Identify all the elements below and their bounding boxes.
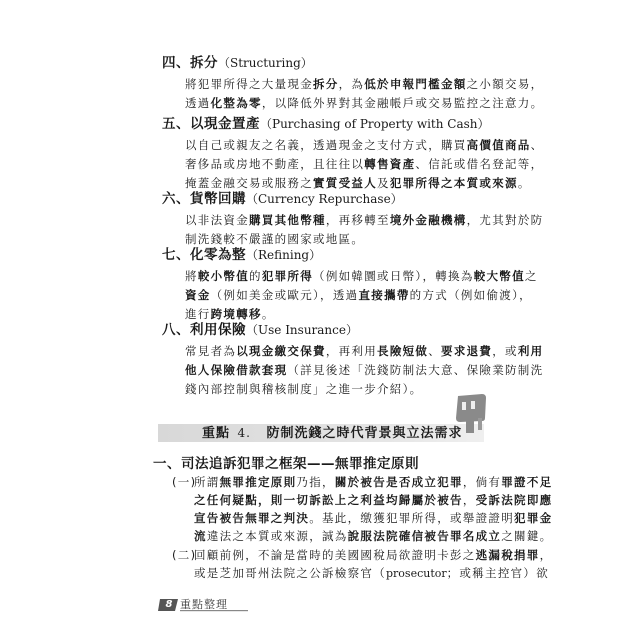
text-run: （例如韓圜或日幣），轉換為	[313, 269, 474, 283]
text-run: 、	[530, 138, 544, 152]
bold-term: 他人保險借款套現	[185, 363, 288, 377]
section-heading-zh: 六、貨幣回購	[162, 191, 246, 207]
paragraph-line	[194, 474, 552, 490]
paragraph-line	[194, 565, 549, 582]
text-run: ，	[539, 548, 553, 562]
bold-term: 以現金繳交保費	[236, 344, 326, 358]
bold-term: 資金	[185, 288, 211, 302]
paragraph-line	[194, 510, 552, 526]
section-body-line	[185, 343, 543, 359]
text-run: 透過	[185, 96, 211, 110]
banner-prefix: 重點	[202, 426, 231, 441]
banner-title: 防制洗錢之時代背景與立法需求	[266, 426, 463, 441]
section-body-line	[185, 231, 364, 247]
robot-mascot-icon	[452, 392, 490, 436]
section-heading	[162, 190, 403, 208]
bold-term: 犯罪所得	[261, 269, 314, 283]
bold-term: 犯罪金	[514, 511, 553, 525]
text-run: 制洗錢較不嚴謹的國家或地區。	[185, 232, 365, 246]
section-body-line	[185, 381, 422, 397]
section-heading	[162, 54, 313, 72]
text-run: 回顧前例，不論是當時的美國國稅局欲證明卡彭之	[194, 548, 476, 562]
footer-label: 重點整理	[180, 598, 228, 611]
text-run: 。	[517, 176, 531, 190]
text-run: ；或稱主控官）欲	[446, 566, 550, 580]
bold-term: 購買其他幣種	[249, 213, 326, 227]
bold-term: 宣告被告無罪之判決	[194, 511, 310, 525]
section-body-line	[185, 156, 543, 172]
key-point-banner-text	[202, 424, 463, 443]
bold-term: 境外金融機構	[389, 213, 467, 227]
bold-term: 無罪推定原則	[219, 475, 297, 489]
text-run: 的方式（例如偷渡），	[409, 288, 532, 302]
bold-term: 高價值商品	[466, 138, 531, 152]
text-run: 奢侈品或房地不動產，且往往以	[185, 157, 365, 171]
section-heading-zh: 七、化零為整	[162, 247, 246, 263]
section-heading	[162, 321, 358, 339]
section-body-line	[185, 362, 543, 378]
section-body-line	[185, 212, 543, 228]
text-run: ，再利用	[325, 344, 378, 358]
bold-term: 拆分	[313, 77, 339, 91]
section-body-line	[185, 268, 538, 284]
text-run: 。基此，缴獲犯罪所得，或舉證證明	[309, 511, 515, 525]
bold-term: 長險短做	[377, 344, 429, 358]
bold-term: 實質受益人	[313, 176, 377, 190]
bold-term: 流	[194, 529, 207, 543]
text-run: 進行	[185, 307, 211, 321]
text-run: 。	[261, 307, 275, 321]
bold-term: 跨境轉移	[210, 307, 262, 321]
text-run: （例如美金或歐元），透過	[210, 288, 359, 302]
text-run: 、	[428, 344, 442, 358]
subsection-heading: 一、司法追訴犯罪之框架——無罪推定原則	[153, 456, 419, 472]
bold-term: 化整為零	[210, 96, 262, 110]
text-run: 所謂	[194, 475, 220, 489]
bold-term: 要求退費	[441, 344, 493, 358]
text-run: ，以降低外界對其金融帳戶或交易監控之注意力。	[261, 96, 544, 110]
bold-term: 低於申報門檻金額	[364, 77, 467, 91]
text-run: 之關鍵。	[501, 529, 553, 543]
bold-term: 轉售資產	[364, 157, 416, 171]
bold-term: 之任何疑點，則一切訴訟上之利益均歸屬於被告	[194, 493, 463, 507]
section-heading-en: （Use Insurance）	[246, 323, 358, 337]
text-run: ，	[462, 493, 476, 507]
text-run: 違法之本質或來源，誠為	[206, 529, 348, 543]
section-heading-en: （Refining）	[246, 248, 322, 262]
text-run: ，尤其對於防	[466, 213, 544, 227]
section-heading-zh: 四、拆分	[162, 55, 218, 71]
text-run: 掩蓋金融交易或服務之	[185, 176, 313, 190]
text-run: 之小額交易，	[466, 77, 544, 91]
paragraph-label: (一)	[172, 475, 197, 489]
bold-term: 直接攜帶	[358, 288, 410, 302]
section-body-line	[185, 137, 543, 153]
section-heading	[162, 246, 321, 264]
bold-term: 逃漏稅捐罪	[475, 548, 540, 562]
text-run: 或是芝加哥州法院之公訴檢察官（	[194, 566, 386, 580]
text-run: 將	[185, 269, 198, 283]
bold-term: 利用	[517, 344, 544, 358]
paragraph-line	[194, 547, 552, 563]
text-run: 、信託或借名登記等，	[415, 157, 544, 171]
text-run: ，再移轉至	[325, 213, 390, 227]
bold-term: 罪證不足	[501, 475, 553, 489]
bold-term: 說服法院確信被告罪名成立	[347, 529, 502, 543]
text-run: ，或	[492, 344, 518, 358]
section-body-line	[185, 76, 543, 92]
page-number: 8	[165, 599, 173, 610]
paragraph-line	[194, 492, 552, 508]
paragraph-label: (二)	[172, 548, 197, 562]
section-heading-zh: 八、利用保險	[162, 322, 246, 338]
text-run: 及	[377, 176, 390, 190]
section-heading-en: （Currency Repurchase）	[246, 192, 403, 206]
section-body-line	[185, 175, 531, 191]
text-run: 乃指，	[296, 475, 335, 489]
text-run: （詳見後述「洗錢防制法大意、保險業防制洗	[287, 363, 544, 377]
section-heading-zh: 五、以現金置產	[162, 116, 260, 132]
text-run: 錢內部控制與稽核制度」之進一步介紹）。	[185, 382, 423, 396]
bold-term: 犯罪所得之本質或來源	[389, 176, 518, 190]
text-run: 以非法資金	[185, 213, 249, 227]
text-run: prosecutor	[386, 567, 447, 580]
text-run: 將犯罪所得之大量現金	[185, 77, 313, 91]
section-body-line	[185, 306, 275, 322]
bold-term: 較小幣值	[197, 269, 250, 283]
text-run: 之	[524, 269, 538, 283]
text-run: 的	[249, 269, 262, 283]
text-run: 以自己或親友之名義，透過現金之支付方式，購買	[185, 138, 467, 152]
bold-term: 受訴法院即應	[475, 493, 553, 507]
bold-term: 關於被告是否成立犯罪	[334, 475, 463, 489]
bold-term: 較大幣值	[473, 269, 525, 283]
section-body-line	[185, 287, 532, 303]
section-heading-en: （Structuring）	[218, 56, 313, 70]
text-run: 常見者為	[185, 344, 237, 358]
section-heading	[162, 115, 490, 133]
text-run: ，倘有	[462, 475, 502, 489]
section-body-line	[185, 95, 543, 111]
section-heading-en: （Purchasing of Property with Cash）	[260, 117, 490, 131]
paragraph-line	[194, 528, 552, 544]
text-run: ，為	[338, 77, 365, 91]
banner-number: 4.	[237, 426, 251, 440]
